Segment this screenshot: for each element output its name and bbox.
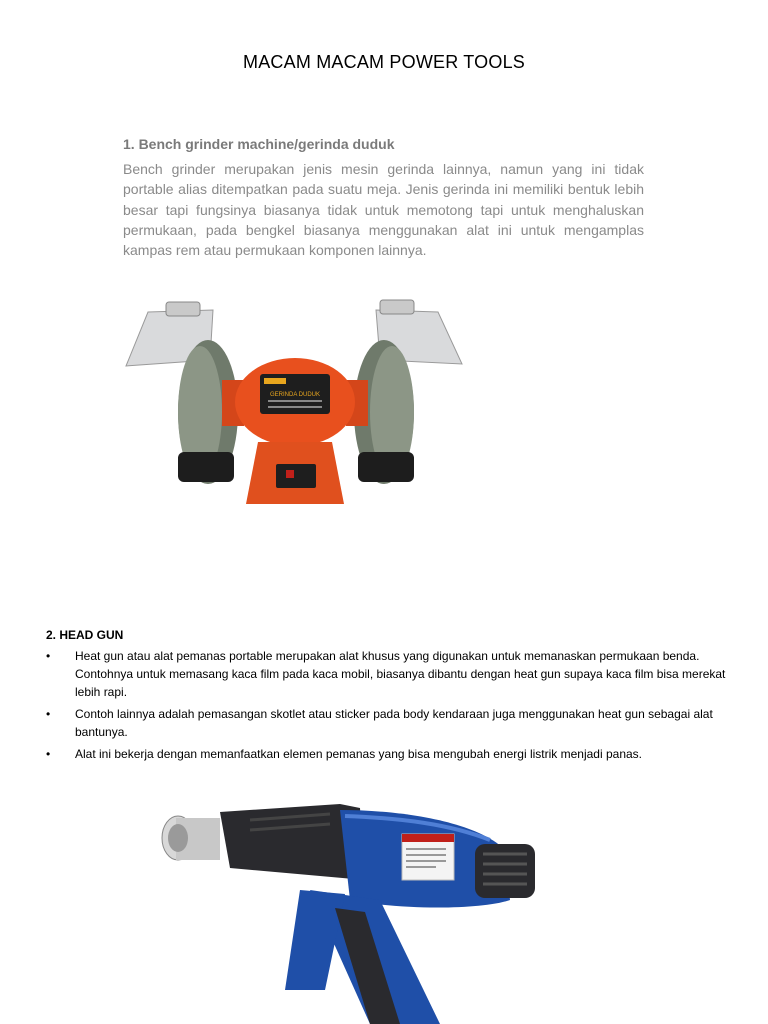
bullet: • bbox=[46, 649, 51, 663]
product-label-text: GERINDA DUDUK bbox=[269, 392, 321, 398]
section-2-list bbox=[46, 647, 736, 767]
section-2-heading: 2. HEAD GUN bbox=[46, 628, 124, 642]
section-1-body: Bench grinder merupakan jenis mesin gerinda lainnya, namun yang ini tidak portable alias ditempatkan pada suatu meja. Jenis gerinda ini memiliki bentuk lebih besar tapi fungsinya biasanya tidak untuk memotong tapi untuk menghaluskan permukaan, pada bengkel biasanya menggunakan alat ini untuk mengamplas kampas rem atau permukaan komponen lainnya. bbox=[123, 161, 644, 259]
list-item: • Alat ini bekerja dengan memanfaatkan elemen pemanas yang bisa mengubah energi listrik menjadi panas. bbox=[46, 747, 643, 761]
list-item: • Contoh lainnya adalah pemasangan skotlet atau sticker pada body kendaraan juga menggunakan heat gun sebagai alat bantunya. bbox=[46, 707, 713, 739]
heat-gun-image bbox=[150, 790, 550, 1024]
bullet: • bbox=[46, 747, 51, 761]
list-item: • Heat gun atau alat pemanas portable merupakan alat khusus yang digunakan untuk memanaskan permukaan benda. Contohnya untuk memasang kaca film pada kaca mobil, biasanya dibantu dengan heat gun supaya kaca film bisa merekat lebih rapi. bbox=[46, 649, 726, 699]
section-1-heading: 1. Bench grinder machine/gerinda duduk bbox=[123, 136, 395, 152]
bullet: • bbox=[46, 707, 51, 721]
page-title: MACAM MACAM POWER TOOLS bbox=[243, 52, 525, 72]
bench-grinder-image bbox=[118, 292, 470, 512]
